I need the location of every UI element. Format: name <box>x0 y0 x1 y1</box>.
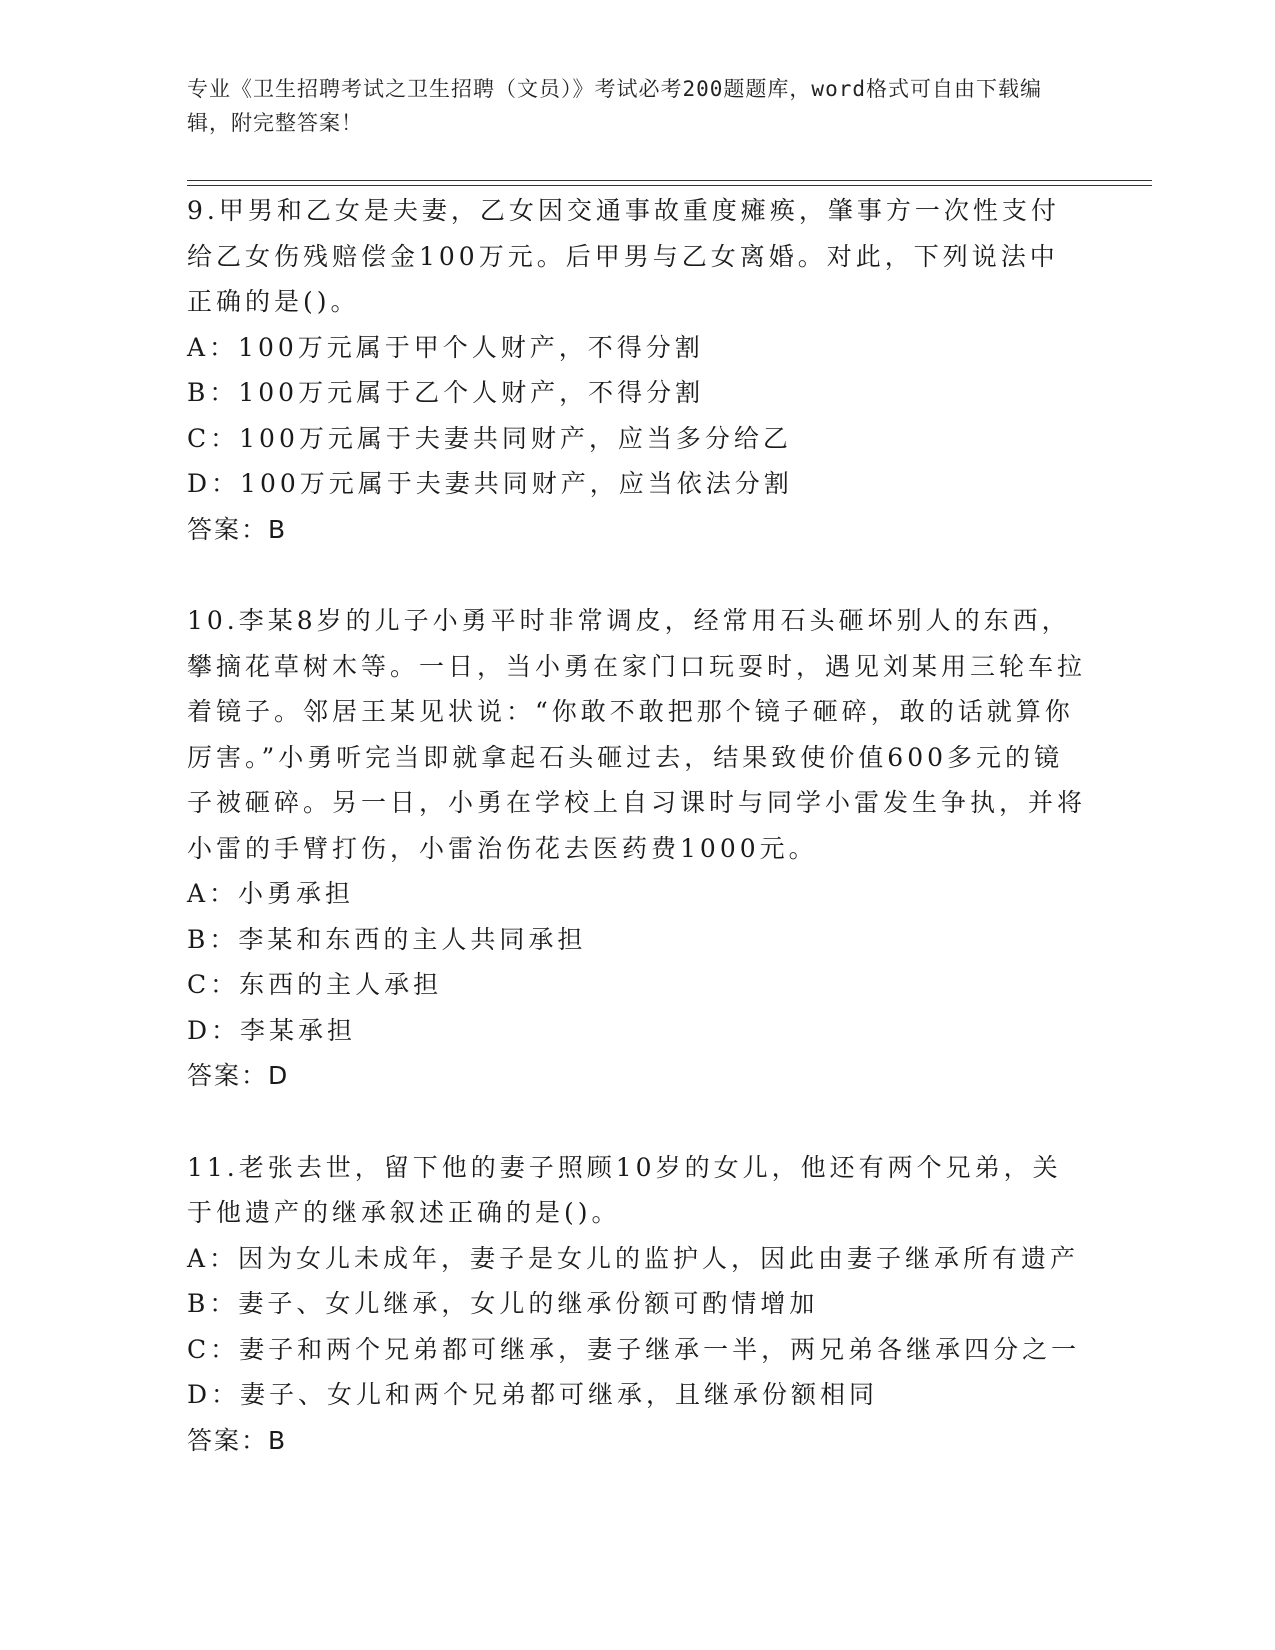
question-text: 11.老张去世，留下他的妻子照顾10岁的女儿，他还有两个兄弟，关于他遗产的继承叙述正确的是()。 <box>187 1152 1062 1227</box>
question-list <box>187 188 1087 1509</box>
option-c: C：100万元属于夫妻共同财产，应当多分给乙 <box>187 423 792 453</box>
option-b: B：妻子、女儿继承，女儿的继承份额可酌情增加 <box>187 1289 819 1318</box>
option-c: C：东西的主人承担 <box>187 970 443 999</box>
document-header: 专业《卫生招聘考试之卫生招聘（文员）》考试必考200题题库，word格式可自由下载编辑，附完整答案！ <box>187 77 1042 135</box>
option-b: B：100万元属于乙个人财产，不得分割 <box>187 378 705 407</box>
option-d: D：100万元属于夫妻共同财产，应当依法分割 <box>187 469 793 498</box>
header-divider-bottom <box>187 185 1152 186</box>
option-c: C：妻子和两个兄弟都可继承，妻子继承一半，两兄弟各继承四分之一 <box>187 1334 1081 1364</box>
answer: 答案：B <box>187 1425 288 1455</box>
header-divider-top <box>187 180 1152 181</box>
option-b: B：李某和东西的主人共同承担 <box>187 924 587 954</box>
option-d: D：妻子、女儿和两个兄弟都可继承，且继承份额相同 <box>187 1380 879 1409</box>
question-11 <box>187 1145 1087 1464</box>
question-10 <box>187 598 1087 1099</box>
answer: 答案：D <box>187 1061 290 1090</box>
question-text: 9.甲男和乙女是夫妻，乙女因交通事故重度瘫痪，肇事方一次性支付给乙女伤残赔偿金100万元。后甲男与乙女离婚。对此，下列说法中正确的是()。 <box>187 196 1060 316</box>
option-a: A：小勇承担 <box>187 879 355 908</box>
option-a: A：100万元属于甲个人财产，不得分割 <box>187 332 704 362</box>
option-a: A：因为女儿未成年，妻子是女儿的监护人，因此由妻子继承所有遗产 <box>187 1243 1080 1273</box>
answer: 答案：B <box>187 514 288 544</box>
question-9 <box>187 188 1087 552</box>
question-text: 10.李某8岁的儿子小勇平时非常调皮，经常用石头砸坏别人的东西，攀摘花草树木等。一日，当小勇在家门口玩耍时，遇见刘某用三轮车拉着镜子。邻居王某见状说：“你敢不敢把那个镜子砸碎，敢的话就算你厉害。”小勇听完当即就拿起石头砸过去，结果致使价值600多元的镜子被砸碎。另一日，小勇在学校上自习课时与同学小雷发生争执，并将小雷的手臂打伤，小雷治伤花去医药费1000元。 <box>187 606 1087 863</box>
option-d: D：李某承担 <box>187 1015 357 1045</box>
